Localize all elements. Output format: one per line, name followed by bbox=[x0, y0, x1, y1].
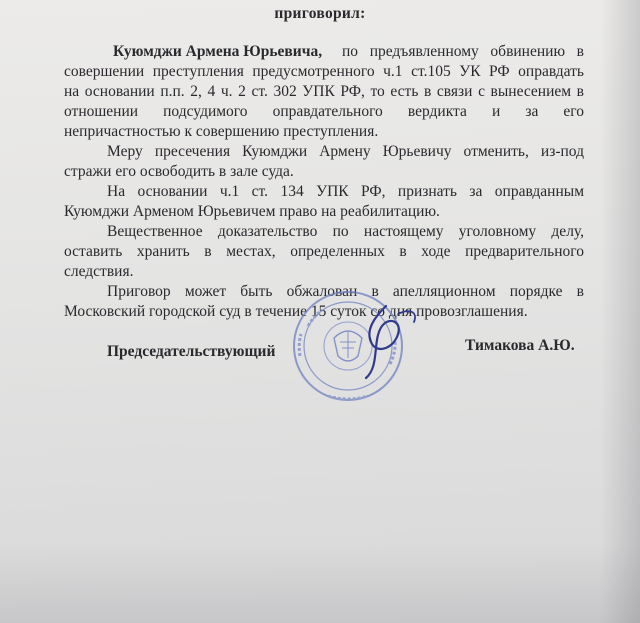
paragraph-4-line-2: оставить хранить в местах, определенных в ходе предварительного bbox=[64, 243, 584, 260]
handwritten-signature bbox=[366, 306, 415, 378]
judge-name: Тимакова А.Ю. bbox=[465, 337, 575, 354]
paragraph-2-line-1: Меру пресечения Куюмджи Армену Юрьевичу отменить, из-под bbox=[107, 143, 584, 160]
paragraph-3-line-2: Куюмджи Арменом Юрьевичем право на реабилитацию. bbox=[64, 203, 440, 220]
paragraph-2-line-2: стражи его освободить в зале суда. bbox=[64, 163, 294, 180]
verdict-heading: приговорил: bbox=[274, 5, 366, 22]
paragraph-1-line-5: непричастностью к совершению преступления. bbox=[64, 123, 379, 140]
paragraph-1-line-3: на основании п.п. 2, 4 ч. 2 ст. 302 УПК РФ, то есть в связи с вынесением в bbox=[64, 83, 584, 100]
paragraph-1-line-1: по предъявленному обвинению в bbox=[342, 43, 584, 60]
paragraph-4-line-1: Вещественное доказательство по настоящему уголовному делу, bbox=[107, 223, 584, 240]
defendant-name: Куюмджи Армена Юрьевича, bbox=[113, 43, 323, 60]
paragraph-4-line-3: следствия. bbox=[64, 263, 134, 280]
paragraph-5-line-2: Московский городской суд в течение 15 суток со дня провозглашения. bbox=[64, 303, 528, 320]
page-shadow-bottom bbox=[0, 543, 640, 623]
paragraph-5-line-1: Приговор может быть обжалован в апелляционном порядке в bbox=[107, 283, 584, 300]
page-shadow-right bbox=[600, 0, 640, 623]
court-seal-icon bbox=[268, 286, 433, 411]
paragraph-1-line-4: отношении подсудимого оправдательного вердикта и за его bbox=[64, 103, 584, 120]
presiding-judge-label: Председательствующий bbox=[107, 343, 276, 360]
paragraph-3-line-1: На основании ч.1 ст. 134 УПК РФ, признать за оправданным bbox=[107, 183, 584, 200]
paragraph-1-line-2: совершении преступления предусмотренного ч.1 ст.105 УК РФ оправдать bbox=[64, 63, 584, 80]
acquitted-name bbox=[113, 42, 322, 62]
